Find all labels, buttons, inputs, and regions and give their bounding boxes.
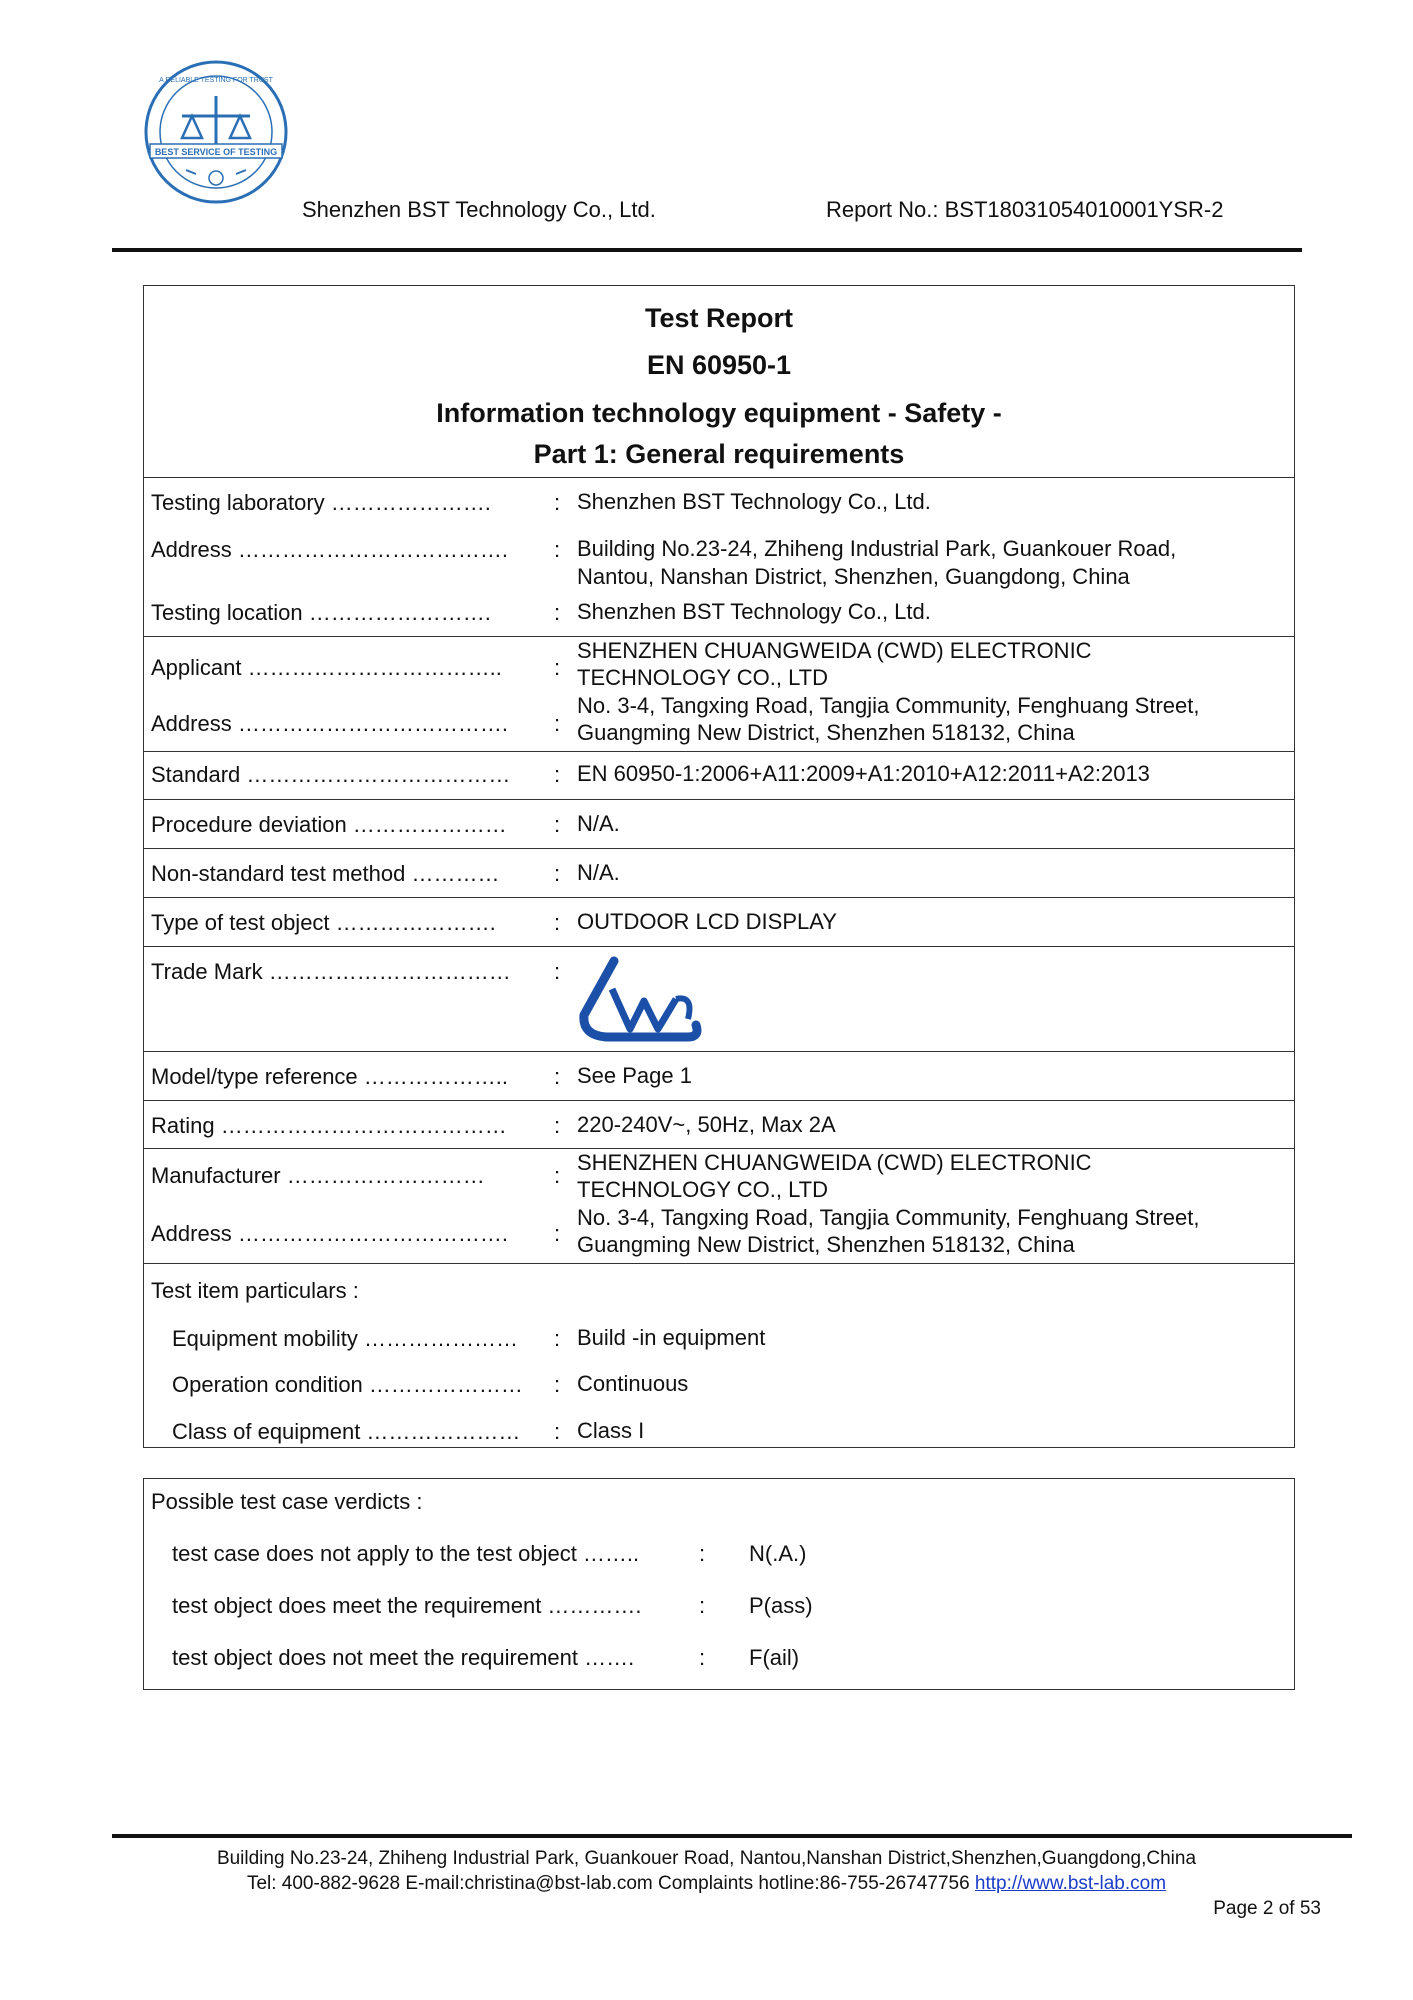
applicant-value-2: TECHNOLOGY CO., LTD <box>577 665 829 690</box>
applicant-block: Applicant …………………………….. : SHENZHEN CHUANGWEIDA (CWD) ELECTRONIC TECHNOLOGY CO., LTD Address ………………………………. : No. 3-4, Tangxing Road, Tangjia Community, Fenghuang Street, Guangming New District, Shenzhen 518132, China <box>144 637 1294 752</box>
verdicts-box: Possible test case verdicts : test case does not apply to the test object …….. : N(.A.) test object does meet the requirement …………. : P(ass) test object does not meet the requirement ……. : F(ail) <box>143 1478 1295 1690</box>
title-test-report: Test Report <box>644 303 793 333</box>
verdict-pass-value: P(ass) <box>749 1593 813 1618</box>
footer-address: Building No.23-24, Zhiheng Industrial Park, Guankouer Road, Nantou,Nanshan District,Shenzhen,Guangdong,China <box>216 1848 1197 1869</box>
header-company: Shenzhen BST Technology Co., Ltd. <box>302 197 656 222</box>
rating-label: Rating ………………………………… <box>151 1113 507 1138</box>
standard-label: Standard ……………………………… <box>151 762 511 787</box>
applicant-label: Applicant …………………………….. <box>151 655 502 680</box>
title-part: Part 1: General requirements <box>533 439 905 469</box>
footer-divider <box>112 1834 1352 1838</box>
lab-block: Testing laboratory …………………. : Shenzhen BST Technology Co., Ltd. Address ………………………………. : Building No.23-24, Zhiheng Industrial Park, Guankouer Road, Nantou, Nanshan District, Shenzhen, Guangdong, China Testing location ……………………. : Shenzhen BST Technology Co., Ltd. <box>144 478 1294 637</box>
standard-row: Standard ……………………………… : EN 60950-1:2006+A11:2009+A1:2010+A12:2011+A2:2013 <box>144 752 1294 800</box>
report-info-table <box>143 285 1295 1448</box>
non-standard-row: Non-standard test method ………… : N/A. <box>144 849 1294 898</box>
non-standard-value: N/A. <box>577 860 620 885</box>
testing-lab-value: Shenzhen BST Technology Co., Ltd. <box>577 489 931 514</box>
footer-website-link[interactable]: http://www.bst-lab.com <box>974 1873 1167 1894</box>
manufacturer-address-label: Address ………………………………. <box>151 1221 508 1246</box>
model-ref-value: See Page 1 <box>577 1063 692 1088</box>
standard-value: EN 60950-1:2006+A11:2009+A1:2010+A12:2011+A2:2013 <box>577 761 1150 786</box>
procedure-deviation-row: Procedure deviation ………………… : N/A. <box>144 800 1294 849</box>
procedure-deviation-label: Procedure deviation ………………… <box>151 812 507 837</box>
particulars-heading: Test item particulars : <box>151 1278 359 1303</box>
testing-lab-label: Testing laboratory …………………. <box>151 490 491 515</box>
title-subject: Information technology equipment - Safety - <box>436 398 1002 428</box>
type-of-test-object-row: Type of test object …………………. : OUTDOOR LCD DISPLAY <box>144 898 1294 947</box>
applicant-value-1: SHENZHEN CHUANGWEIDA (CWD) ELECTRONIC <box>577 638 1092 663</box>
mobility-label: Equipment mobility ………………… <box>172 1326 518 1351</box>
type-of-test-object-value: OUTDOOR LCD DISPLAY <box>577 909 837 934</box>
rating-value: 220-240V~, 50Hz, Max 2A <box>577 1112 836 1137</box>
manufacturer-address-2: Guangming New District, Shenzhen 518132, China <box>577 1232 1075 1257</box>
page-number: Page 2 of 53 <box>1213 1898 1321 1919</box>
class-value: Class I <box>577 1418 645 1443</box>
applicant-address-label: Address ………………………………. <box>151 711 508 736</box>
applicant-address-1: No. 3-4, Tangxing Road, Tangjia Community, Fenghuang Street, <box>577 693 1200 718</box>
title-standard: EN 60950-1 <box>646 350 792 380</box>
rating-row: Rating ………………………………… : 220-240V~, 50Hz, Max 2A <box>144 1101 1294 1149</box>
footer-contact <box>0 1873 1413 1895</box>
address-value-2: Nantou, Nanshan District, Shenzhen, Guangdong, China <box>577 564 1130 589</box>
address-label: Address ………………………………. <box>151 537 508 562</box>
verdict-na-label: test case does not apply to the test object …….. <box>172 1541 640 1566</box>
verdict-pass-label: test object does meet the requirement …………. <box>172 1593 642 1618</box>
cwd-trademark-logo <box>576 955 704 1050</box>
manufacturer-block: Manufacturer ……………………… : SHENZHEN CHUANGWEIDA (CWD) ELECTRONIC TECHNOLOGY CO., LTD Address ………………………………. : No. 3-4, Tangxing Road, Tangjia Community, Fenghuang Street, Guangming New District, Shenzhen 518132, China <box>144 1149 1294 1264</box>
trade-mark-label: Trade Mark …………………………… <box>151 959 511 984</box>
verdict-fail-label: test object does not meet the requirement ……. <box>172 1645 635 1670</box>
operation-value: Continuous <box>577 1371 689 1396</box>
verdict-fail-value: F(ail) <box>749 1645 800 1670</box>
test-item-particulars: Test item particulars : Equipment mobility ………………… : Build -in equipment Operation condition ………………… : Continuous Class of equipment ………………… : Class I <box>151 1278 766 1444</box>
manufacturer-address-1: No. 3-4, Tangxing Road, Tangjia Community, Fenghuang Street, <box>577 1205 1200 1230</box>
header-report-no: Report No.: BST18031054010001YSR-2 <box>826 197 1224 222</box>
footer-contact-text: Tel: 400-882-9628 E-mail:christina@bst-lab.com Complaints hotline:86-755-26747756 <box>246 1873 970 1894</box>
report-title-block <box>144 286 1294 478</box>
model-ref-row: Model/type reference ……………….. : See Page 1 <box>144 1052 1294 1101</box>
bst-logo <box>142 58 290 206</box>
procedure-deviation-value: N/A. <box>577 811 620 836</box>
applicant-address-2: Guangming New District, Shenzhen 518132, China <box>577 720 1075 745</box>
verdicts-heading: Possible test case verdicts : <box>151 1489 423 1514</box>
testing-location-label: Testing location ……………………. <box>151 600 491 625</box>
svg-text:A RELIABLE TESTING FOR TRUST: A RELIABLE TESTING FOR TRUST <box>159 77 273 84</box>
operation-label: Operation condition ………………… <box>172 1372 523 1397</box>
non-standard-label: Non-standard test method ………… <box>151 861 500 886</box>
trade-mark-row: Trade Mark …………………………… : <box>144 947 1294 1052</box>
address-value-1: Building No.23-24, Zhiheng Industrial Park, Guankouer Road, <box>577 536 1177 561</box>
verdict-na-value: N(.A.) <box>749 1541 807 1566</box>
header-divider <box>112 248 1302 252</box>
testing-location-value: Shenzhen BST Technology Co., Ltd. <box>577 599 931 624</box>
model-ref-label: Model/type reference ……………….. <box>151 1064 509 1089</box>
type-of-test-object-label: Type of test object …………………. <box>151 910 496 935</box>
manufacturer-label: Manufacturer ……………………… <box>151 1163 485 1188</box>
mobility-value: Build -in equipment <box>577 1325 766 1350</box>
svg-text:BEST SERVICE OF TESTING: BEST SERVICE OF TESTING <box>154 147 278 157</box>
class-label: Class of equipment ………………… <box>172 1419 521 1444</box>
manufacturer-value-1: SHENZHEN CHUANGWEIDA (CWD) ELECTRONIC <box>577 1150 1092 1175</box>
manufacturer-value-2: TECHNOLOGY CO., LTD <box>577 1177 829 1202</box>
